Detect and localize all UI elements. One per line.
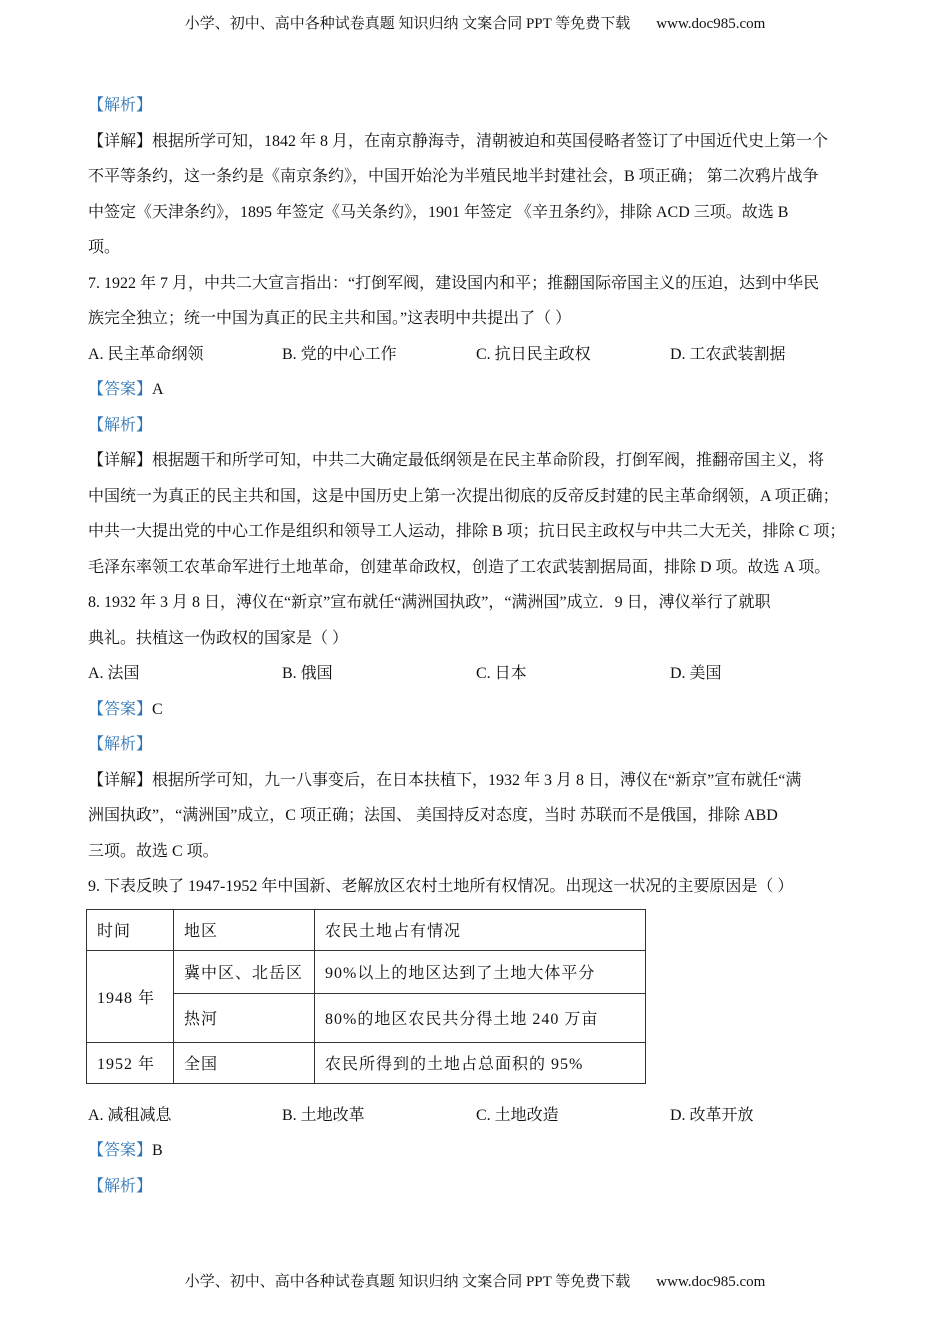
document-body bbox=[88, 88, 868, 1204]
answer-label: 【答案】 bbox=[88, 381, 153, 398]
table-cell-time: 1948 年 bbox=[87, 950, 174, 1042]
answer-line bbox=[88, 372, 868, 408]
header-url[interactable]: www.doc985.com bbox=[656, 16, 766, 32]
detail-paragraph-line: 项。 bbox=[88, 239, 121, 256]
spacer bbox=[88, 1084, 868, 1098]
page-header bbox=[0, 12, 950, 33]
detail-label: 【详解】 bbox=[88, 771, 153, 789]
answer-value: B bbox=[152, 1142, 163, 1159]
detail-paragraph-line: 中国统一为真正的民主共和国，这是中国历史上第一次提出彻底的反帝反封建的民主革命纲领，A 项正确； bbox=[88, 487, 839, 505]
analysis-label: 【解析】 bbox=[88, 416, 153, 434]
table-header-row bbox=[87, 909, 646, 950]
question-7-stem: 7. 1922 年 7 月，中共二大宣言指出：“打倒军阀，建设国内和平；推翻国际帝国主义的压迫，达到中华民 bbox=[88, 274, 820, 292]
question-9-stem: 9. 下表反映了 1947-1952 年中国新、老解放区农村土地所有权情况。出现这一状况的主要原因是（ ） bbox=[88, 878, 794, 895]
option-c: C. 日本 bbox=[476, 665, 527, 682]
answer-line bbox=[88, 692, 868, 728]
question-9-options bbox=[88, 1098, 868, 1134]
table-row bbox=[87, 1042, 646, 1083]
option-c: C. 土地改造 bbox=[476, 1106, 559, 1124]
answer-value: C bbox=[152, 700, 163, 718]
question-8-stem: 8. 1932 年 3 月 8 日，溥仪在“新京”宣布就任“满洲国执政”，“满洲国”成立．9 日，溥仪举行了就职 bbox=[88, 594, 771, 611]
option-b: B. 土地改革 bbox=[282, 1106, 365, 1124]
table-cell-region: 冀中区、北岳区 bbox=[174, 950, 315, 993]
table-cell-region: 全国 bbox=[174, 1042, 315, 1083]
option-d: D. 工农武装割据 bbox=[670, 345, 786, 363]
table-cell-status: 80%的地区农民共分得土地 240 万亩 bbox=[315, 993, 646, 1042]
table-header-cell: 地区 bbox=[174, 909, 315, 950]
option-d: D. 改革开放 bbox=[670, 1106, 754, 1124]
detail-paragraph-line: 中共一大提出党的中心工作是组织和领导工人运动，排除 B 项；抗日民主政权与中共二大无关，排除 C 项； bbox=[88, 523, 846, 540]
detail-paragraph-line: 【详解】根据所学可知，九一八事变后，在日本扶植下，1932 年 3 月 8 日，溥仪在“新京”宣布就任“满 bbox=[88, 771, 802, 789]
analysis-label: 【解析】 bbox=[88, 1177, 153, 1195]
table-cell-status: 农民所得到的土地占总面积的 95% bbox=[315, 1042, 646, 1083]
option-b: B. 党的中心工作 bbox=[282, 345, 397, 363]
detail-label: 【详解】 bbox=[88, 132, 153, 150]
option-d: D. 美国 bbox=[670, 665, 722, 682]
detail-paragraph-line: 【详解】根据所学可知，1842 年 8 月，在南京静海寺，清朝被迫和英国侵略者签订了中国近代史上第一个 bbox=[88, 132, 829, 150]
footer-url[interactable]: www.doc985.com bbox=[656, 1274, 766, 1290]
land-ownership-table bbox=[86, 909, 646, 1084]
option-a: A. 民主革命纲领 bbox=[88, 345, 204, 363]
detail-paragraph-line: 【详解】根据题干和所学可知，中共二大确定最低纲领是在民主革命阶段，打倒军阀，推翻帝国主义，将 bbox=[88, 452, 825, 469]
option-a: A. 法国 bbox=[88, 665, 140, 682]
question-7-options bbox=[88, 337, 868, 373]
table-cell-time: 1952 年 bbox=[87, 1042, 174, 1083]
analysis-label: 【解析】 bbox=[88, 97, 153, 114]
table-header-cell: 农民土地占有情况 bbox=[315, 909, 646, 950]
question-8-stem: 典礼。扶植这一伪政权的国家是（ ） bbox=[88, 629, 349, 647]
question-8-options bbox=[88, 656, 868, 692]
option-c: C. 抗日民主政权 bbox=[476, 345, 591, 363]
table-row bbox=[87, 950, 646, 993]
analysis-label: 【解析】 bbox=[88, 736, 153, 753]
answer-value: A bbox=[152, 381, 164, 398]
detail-paragraph-line: 三项。故选 C 项。 bbox=[88, 842, 219, 860]
detail-paragraph-line: 中签定《天津条约》，1895 年签定《马关条约》，1901 年签定 《辛丑条约》，排除 ACD 三项。故选 B bbox=[88, 203, 789, 221]
answer-line bbox=[88, 1133, 868, 1169]
detail-paragraph-line: 不平等条约，这一条约是《南京条约》，中国开始沦为半殖民地半封建社会，B 项正确； 第二次鸦片战争 bbox=[88, 168, 819, 185]
table-cell-status: 90%以上的地区达到了土地大体平分 bbox=[315, 950, 646, 993]
question-7-stem: 族完全独立；统一中国为真正的民主共和国。”这表明中共提出了（ ） bbox=[88, 310, 572, 327]
header-text: 小学、初中、高中各种试卷真题 知识归纳 文案合同 PPT 等免费下载 bbox=[184, 16, 631, 32]
table-header-cell: 时间 bbox=[87, 909, 174, 950]
page-footer bbox=[0, 1270, 950, 1291]
answer-label: 【答案】 bbox=[88, 1142, 153, 1159]
footer-text: 小学、初中、高中各种试卷真题 知识归纳 文案合同 PPT 等免费下载 bbox=[184, 1274, 631, 1290]
answer-label: 【答案】 bbox=[88, 700, 153, 718]
table-cell-region: 热河 bbox=[174, 993, 315, 1042]
option-b: B. 俄国 bbox=[282, 665, 333, 682]
detail-paragraph-line: 洲国执政”，“满洲国”成立，C 项正确；法国、 美国持反对态度，当时 苏联而不是俄国，排除 ABD bbox=[88, 807, 778, 824]
detail-paragraph-line: 毛泽东率领工农革命军进行土地革命，创建革命政权，创造了工农武装割据局面，排除 D 项。故选 A 项。 bbox=[88, 558, 831, 576]
detail-label: 【详解】 bbox=[88, 452, 153, 469]
option-a: A. 减租减息 bbox=[88, 1106, 172, 1124]
